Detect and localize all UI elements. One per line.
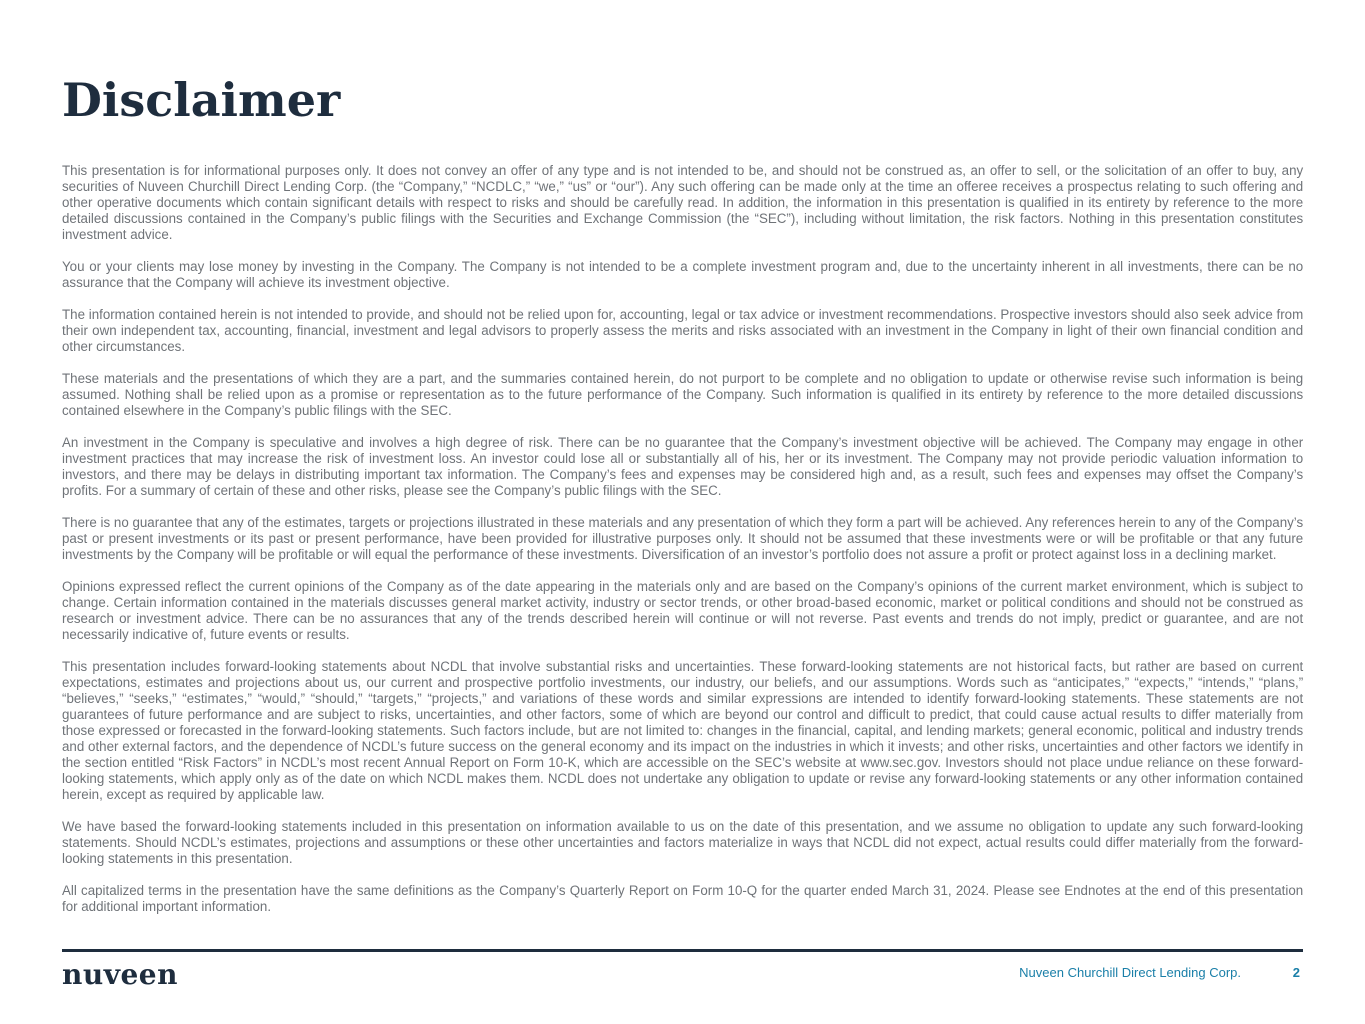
disclaimer-paragraph-2: You or your clients may lose money by investing in the Company. The Company is not intended to be a complete investment program and, due to the uncertainty inherent in all investments, there can be no assurance that the Company will achieve its investment objective. <box>62 259 1304 291</box>
page-number: 2 <box>1292 965 1300 980</box>
disclaimer-paragraph-6: There is no guarantee that any of the estimates, targets or projections illustrated in these materials and any presentation of which they form a part will be achieved. Any references herein to any of the Company’s past or present investments or its past or present performance, have been provided for illustrative purposes only. It should not be assumed that these investments were or will be profitable or that any future investments by the Company will be profitable or will equal the performance of these investments. Diversification of an investor’s portfolio does not assure a profit or protect against loss in a declining market. <box>62 515 1304 563</box>
disclaimer-paragraph-1: This presentation is for informational purposes only. It does not convey an offer of any type and is not intended to be, and should not be construed as, an offer to sell, or the solicitation of an offer to buy, any securities of Nuveen Churchill Direct Lending Corp. (the “Company,” “NCDLC,” “we,” “us” or “our”). Any such offering can be made only at the time an offeree receives a prospectus relating to such offering and other operative documents which contain significant details with respect to risks and should be carefully read. In addition, the information in this presentation is qualified in its entirety by reference to the more detailed discussions contained in the Company’s public filings with the Securities and Exchange Commission (the “SEC”), including without limitation, the risk factors. Nothing in this presentation constitutes investment advice. <box>62 163 1304 243</box>
disclaimer-paragraph-5: An investment in the Company is speculative and involves a high degree of risk. There can be no guarantee that the Company’s investment objective will be achieved. The Company may engage in other investment practices that may increase the risk of investment loss. An investor could lose all or substantially all of his, her or its investment. The Company may not provide periodic valuation information to investors, and there may be delays in distributing important tax information. The Company’s fees and expenses may be considered high and, as a result, such fees and expenses may offset the Company’s profits. For a summary of certain of these and other risks, please see the Company’s public filings with the SEC. <box>62 435 1304 499</box>
disclaimer-paragraph-4: These materials and the presentations of which they are a part, and the summaries contained herein, do not purport to be complete and no obligation to update or otherwise revise such information is being assumed. Nothing shall be relied upon as a promise or representation as to the future performance of the Company. Such information is qualified in its entirety by reference to the more detailed discussions contained elsewhere in the Company’s public filings with the SEC. <box>62 371 1304 419</box>
footer-company-name: Nuveen Churchill Direct Lending Corp. <box>1019 965 1241 980</box>
disclaimer-paragraph-8: This presentation includes forward-looking statements about NCDL that involve substantial risks and uncertainties. These forward-looking statements are not historical facts, but rather are based on current expectations, estimates and projections about us, our current and prospective portfolio investments, our industry, our beliefs, and our assumptions. Words such as “anticipates,” “expects,” “intends,” “plans,” “believes,” “seeks,” “estimates,” “would,” “should,” “targets,” “projects,” and variations of these words and similar expressions are intended to identify forward-looking statements. These statements are not guarantees of future performance and are subject to risks, uncertainties, and other factors, some of which are beyond our control and difficult to predict, that could cause actual results to differ materially from those expressed or forecasted in the forward-looking statements. Such factors include, but are not limited to: changes in the financial, capital, and lending markets; general economic, political and industry trends and other external factors, and the dependence of NCDL’s future success on the general economy and its impact on the industries in which it invests; and other risks, uncertainties and other factors we identify in the section entitled “Risk Factors” in NCDL’s most recent Annual Report on Form 10-K, which are accessible on the SEC’s website at www.sec.gov. Investors should not place undue reliance on these forward-looking statements, which apply only as of the date on which NCDL makes them. NCDL does not undertake any obligation to update or revise any forward-looking statements or any other information contained herein, except as required by applicable law. <box>62 659 1304 803</box>
disclaimer-paragraph-3: The information contained herein is not intended to provide, and should not be relied upon for, accounting, legal or tax advice or investment recommendations. Prospective investors should also seek advice from their own independent tax, accounting, financial, investment and legal advisors to properly assess the merits and risks associated with an investment in the Company in light of their own financial condition and other circumstances. <box>62 307 1304 355</box>
disclaimer-paragraph-7: Opinions expressed reflect the current opinions of the Company as of the date appearing in the materials only and are based on the Company’s opinions of the current market environment, which is subject to change. Certain information contained in the materials discusses general market activity, industry or sector trends, or other broad-based economic, market or political conditions and should not be construed as research or investment advice. There can be no assurances that any of the trends described herein will continue or will not reverse. Past events and trends do not imply, predict or guarantee, and are not necessarily indicative of, future events or results. <box>62 579 1304 643</box>
footer-divider <box>62 949 1303 952</box>
disclaimer-paragraph-9: We have based the forward-looking statements included in this presentation on information available to us on the date of this presentation, and we assume no obligation to update any such forward-looking statements. Should NCDL’s estimates, projections and assumptions or these other uncertainties and factors materialize in ways that NCDL did not expect, actual results could differ materially from the forward-looking statements in this presentation. <box>62 819 1304 867</box>
page-title: Disclaimer <box>62 73 341 127</box>
nuveen-logo: nuveen <box>62 958 178 991</box>
disclaimer-body <box>62 163 1303 931</box>
disclaimer-paragraph-10: All capitalized terms in the presentation have the same definitions as the Company’s Quarterly Report on Form 10-Q for the quarter ended March 31, 2024. Please see Endnotes at the end of this presentation for additional important information. <box>62 883 1304 915</box>
